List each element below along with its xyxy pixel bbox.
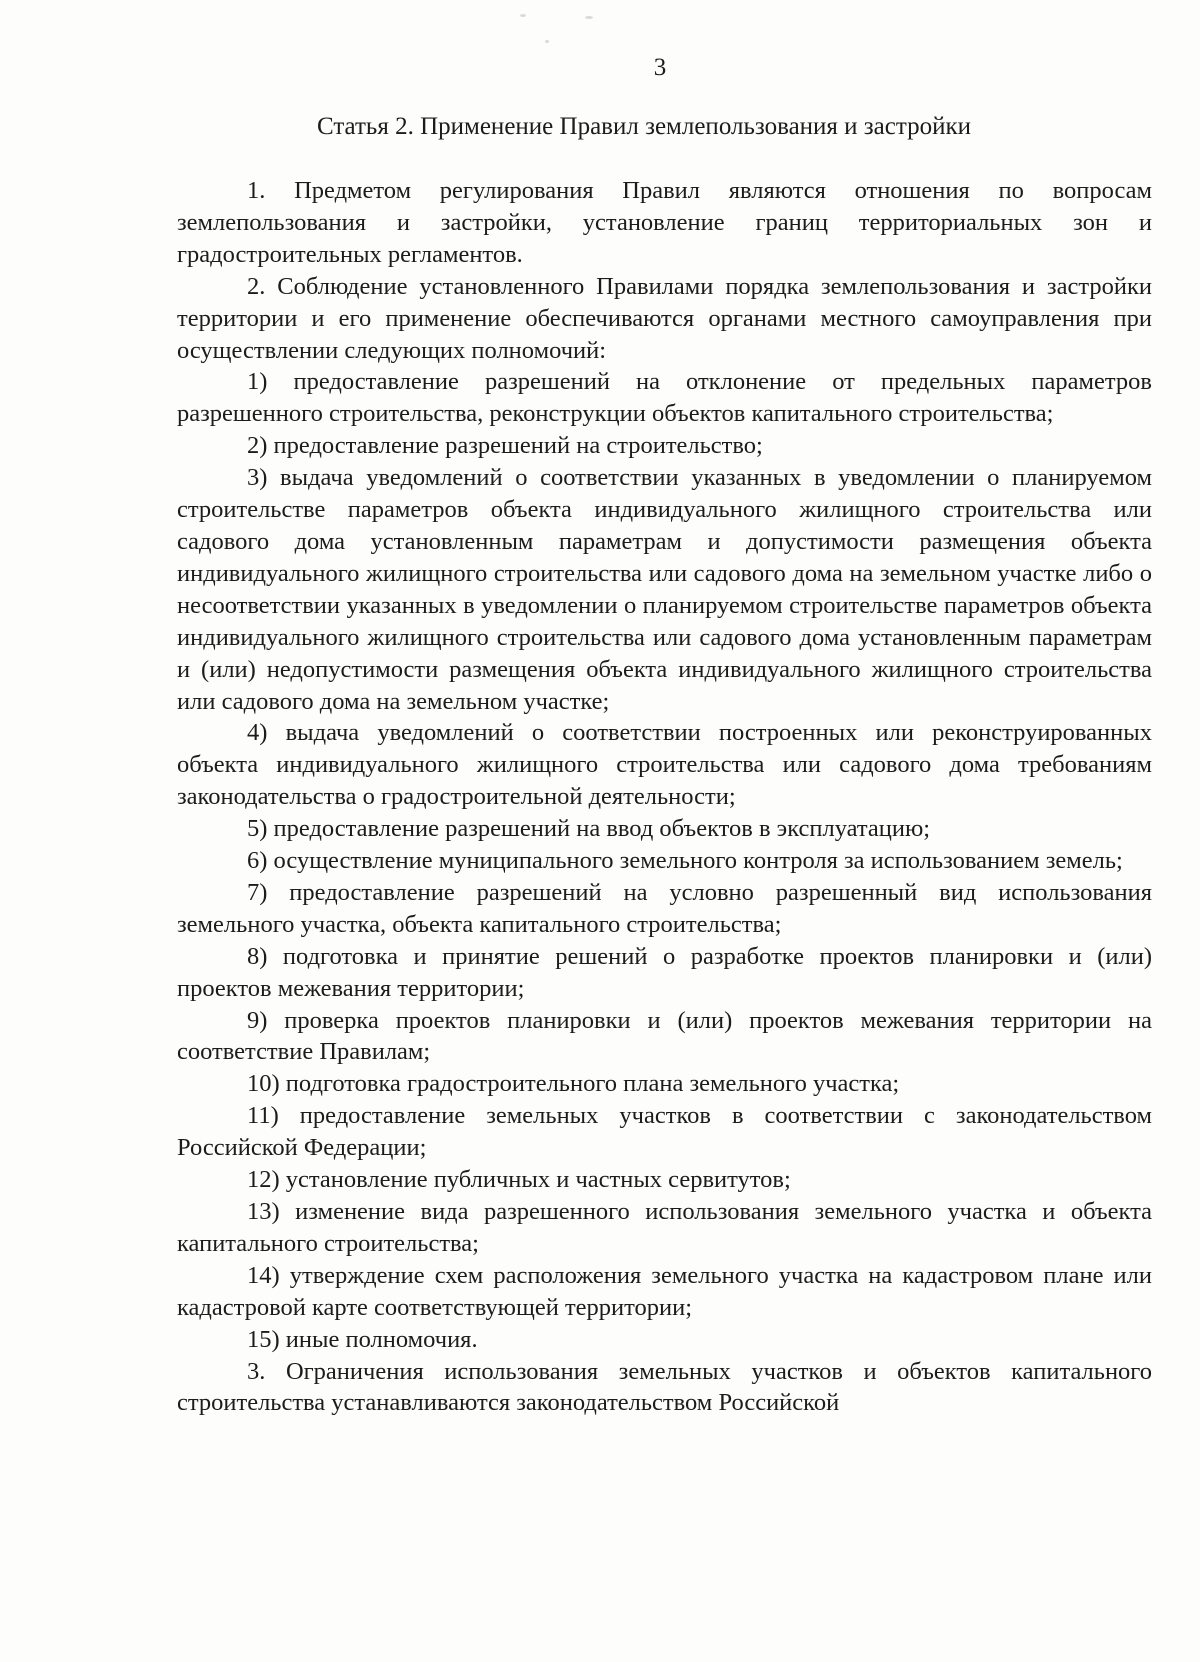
scan-speck: [585, 16, 593, 19]
list-item: 4) выдача уведомлений о соответствии построенных или реконструированных объекта индивидуального жилищного строительства или садового дома требованиям законодательства о градостроительной деятельности;: [177, 719, 1152, 811]
paragraph-2: 2. Соблюдение установленного Правилами порядка землепользования и застройки территории и его применение обеспечиваются органами местного самоуправления при осуществлении следующих полномочий:: [177, 272, 1152, 364]
list-item: 5) предоставление разрешений на ввод объектов в эксплуатацию;: [247, 815, 931, 843]
list-item: 13) изменение вида разрешенного использования земельного участка и объекта капитального строительства;: [177, 1198, 1152, 1257]
list-item: 15) иные полномочия.: [247, 1325, 478, 1353]
list-item: 14) утверждение схем расположения земельного участка на кадастровом плане или кадастровой карте соответствующей территории;: [177, 1261, 1152, 1321]
list-item: 1) предоставление разрешений на отклонение от предельных параметров разрешенного строительства, реконструкции объектов капитального строительства;: [177, 368, 1152, 428]
document-body: [177, 175, 1152, 1419]
list-item: 8) подготовка и принятие решений о разработке проектов планировки и (или) проектов межевания территории;: [177, 942, 1152, 1002]
scan-speck: [545, 40, 549, 43]
list-item: 2) предоставление разрешений на строительство;: [247, 432, 763, 460]
list-item: 7) предоставление разрешений на условно разрешенный вид использования земельного участка, объекта капитального строительства;: [177, 878, 1152, 938]
paragraph-3: 3. Ограничения использования земельных участков и объектов капитального строительства устанавливаются законодательством Российской: [177, 1357, 1152, 1417]
list-item: 3) выдача уведомлений о соответствии указанных в уведомлении о планируемом строительстве параметров объекта индивидуального жилищного строительства или садового дома установленным параметрам и допустимости размещения объекта индивидуального жилищного строительства или садового дома на земельном участке либо о несоответствии указанных в уведомлении о планируемом строительстве параметров объекта индивидуального жилищного строительства или садового дома установленным параметрам и (или) недопустимости размещения объекта индивидуального жилищного строительства или садового дома на земельном участке;: [177, 464, 1152, 715]
list-item: 12) установление публичных и частных сервитутов;: [247, 1166, 791, 1194]
list-item: 10) подготовка градостроительного плана земельного участка;: [247, 1070, 900, 1098]
list-item: 9) проверка проектов планировки и (или) проектов межевания территории на соответствие Правилам;: [177, 1006, 1152, 1066]
page-number: 3: [653, 54, 667, 81]
scan-speck: [520, 14, 526, 17]
paragraph-1: 1. Предметом регулирования Правил являются отношения по вопросам землепользования и застройки, установление границ территориальных зон и градостроительных регламентов.: [177, 177, 1152, 268]
list-item: 11) предоставление земельных участков в соответствии с законодательством Российской Федерации;: [177, 1102, 1152, 1162]
article-title: Статья 2. Применение Правил землепользования и застройки: [316, 113, 972, 140]
list-item: 6) осуществление муниципального земельного контроля за использованием земель;: [247, 847, 1123, 875]
